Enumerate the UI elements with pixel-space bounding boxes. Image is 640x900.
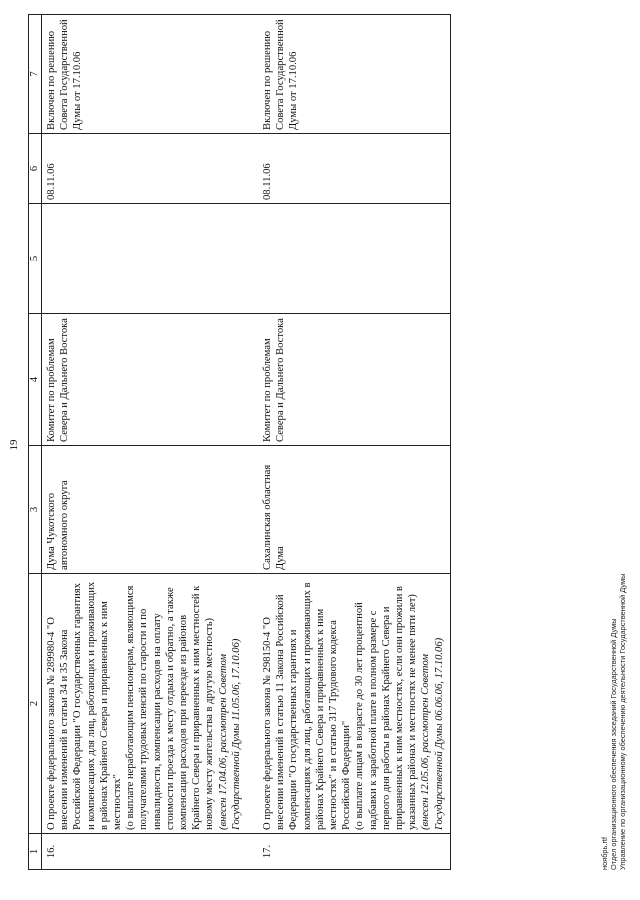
committee-cell: Комитет по проблемам Севера и Дальнего Востока <box>261 314 450 446</box>
column-5-cell <box>261 204 450 314</box>
bill-description: (о выплате неработающим пенсионерам, являющимся получателями трудовых пенсий по старости и по инвалидности, компенсации расходов на оплату стоимости проезда к месту отдыха и обратно, а также компенсации расходов при переезде из районов Крайнего Севера и приравненных к ним местностей к новому месту жительства в другую местность) <box>125 585 216 830</box>
column-header: 3 <box>29 446 42 574</box>
initiator-cell: Сахалинская областная Дума <box>261 446 450 574</box>
bill-title: О проекте федерального закона № 289980-4 "О внесении изменений в статьи 34 и 35 Закона Российской Федерации "О государственных гарантиях и компенсациях для лиц, работающих и проживающих в районах Крайнего Севера и приравненных к ним местностях" <box>46 581 124 830</box>
bill-cell <box>261 574 450 834</box>
bill-note: (внесен 17.04.06, рассмотрен Советом Государственной Думы 11.05.06, 17.10.06) <box>217 638 242 830</box>
row-number: 17. <box>261 834 450 870</box>
row-number: 16. <box>42 834 244 870</box>
status-cell: Включен по решению Совета Государственной Думы от 17.10.06 <box>42 15 244 134</box>
bill-title: О проекте федерального закона № 298150-4 "О внесении изменений в статью 11 Закона Российской Федерации "О государственных гарантиях и компенсациях для лиц, работающих и проживающих в районах Крайнего Севера и приравненных к ним местностях" и в статью 317 Трудового кодекса Российской Федерации" <box>262 582 353 830</box>
column-header: 4 <box>29 314 42 446</box>
footer-directorate: Управление по организационному обеспечению деятельности Государственной Думы <box>618 573 628 870</box>
bill-note: (внесен 12.05.06, рассмотрен Советом Государственной Думы 06.06.06, 17.10.06) <box>420 637 445 830</box>
table-header-row <box>29 15 42 870</box>
table-row <box>261 15 450 870</box>
bill-cell <box>42 574 244 834</box>
page-number: 19 <box>8 439 20 451</box>
column-header: 6 <box>29 134 42 204</box>
column-header: 1 <box>29 834 42 870</box>
initiator-cell: Дума Чукотского автономного округа <box>42 446 244 574</box>
committee-cell: Комитет по проблемам Севера и Дальнего Востока <box>42 314 244 446</box>
date-cell: 08.11.06 <box>261 134 450 204</box>
column-header: 2 <box>29 574 42 834</box>
footer-department: Отдел организационного обеспечения заседаний Государственной Думы <box>609 618 619 870</box>
status-cell: Включен по решению Совета Государственной Думы от 17.10.06 <box>261 15 450 134</box>
footer-file-name: ноябрь.rtf <box>600 836 609 870</box>
column-5-cell <box>42 204 244 314</box>
row-spacer <box>243 15 261 870</box>
bill-description: (о выплате лицам в возрасте до 30 лет процентной надбавки к заработной плате в полном размере с первого дня работы в районах Крайнего Севера и приравненных к ним местностях, если они прожили в указанных районах и местностях не менее пяти лет) <box>354 586 419 830</box>
table-row <box>42 15 244 870</box>
date-cell: 08.11.06 <box>42 134 244 204</box>
agenda-table <box>28 14 451 870</box>
column-header: 5 <box>29 204 42 314</box>
page-footer <box>600 574 628 870</box>
column-header: 7 <box>29 15 42 134</box>
